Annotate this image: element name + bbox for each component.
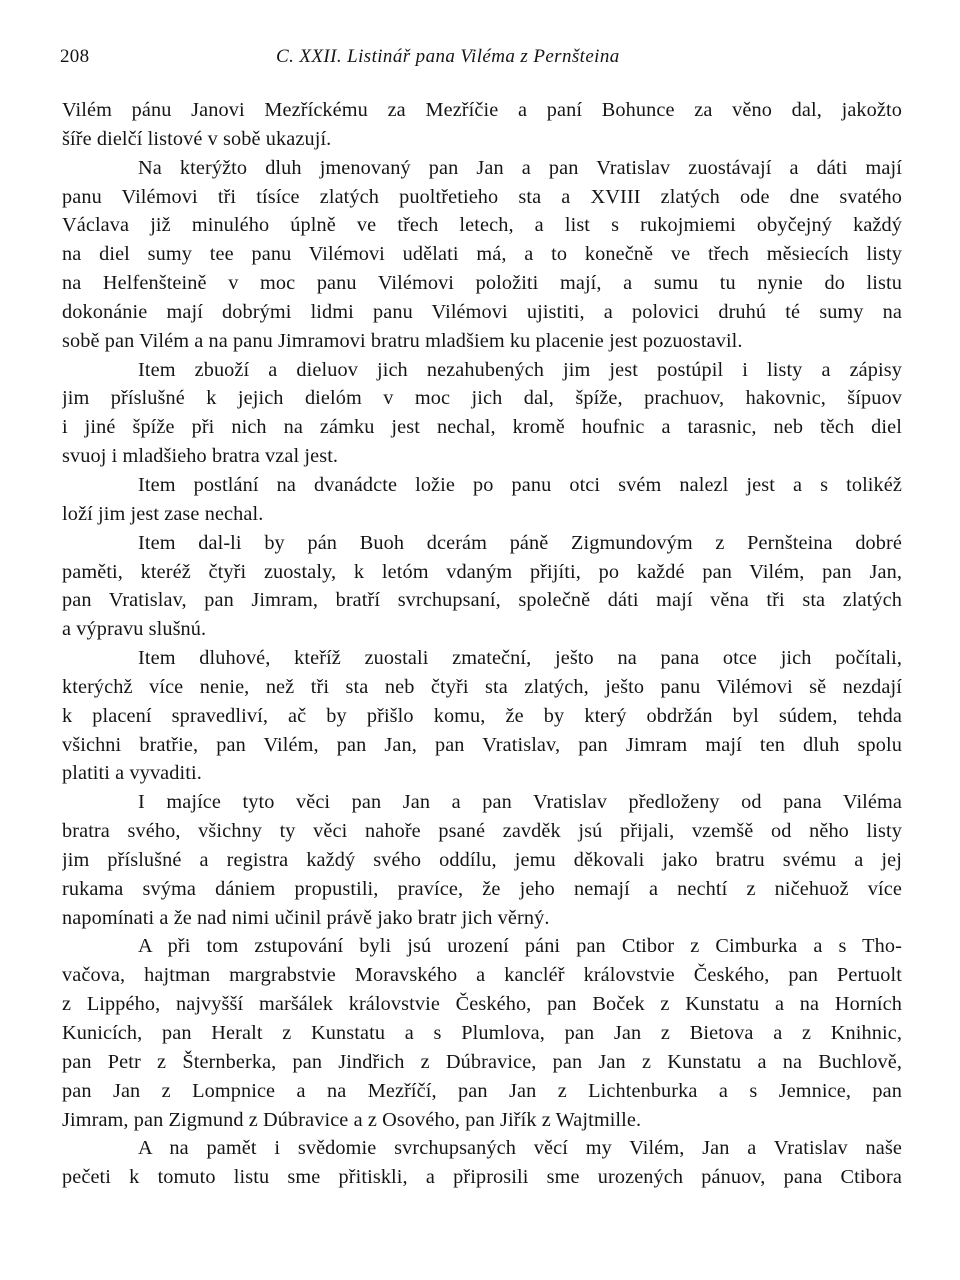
text-line: I majíce tyto věci pan Jan a pan Vratislav předloženy od pana Viléma: [138, 791, 902, 814]
text-line: Item dal-li by pán Buoh dcerám páně Zigmundovým z Pernšteina dobré: [138, 531, 902, 554]
text-line: jim příslušné k jejich dielóm v moc jich dal, špíže, prachuov, hakovnic, šípuov: [62, 387, 902, 410]
text-line: A na pamět i svědomie svrchupsaných věcí my Vilém, Jan a Vratislav naše: [138, 1137, 902, 1160]
text-line: Václava již minulého úplně ve třech letech, a list s rukojmiemi obyčejný každý: [62, 214, 902, 237]
text-line: paměti, kteréž čtyři zuostaly, k letóm vdaným přijíti, po každé pan Vilém, pan Jan,: [62, 560, 902, 583]
text-line: Item postlání na dvanádcte ložie po panu otci svém nalezl jest a s tolikéž: [138, 473, 902, 496]
text-line: kterýchž více nenie, než tři sta neb čtyři sta zlatých, ješto panu Vilémovi sě nezdají: [62, 675, 902, 698]
text-line: Kunicích, pan Heralt z Kunstatu a s Plumlova, pan Jan z Bietova a z Knihnic,: [62, 1022, 902, 1044]
text-line: k placení spravedliví, ač by přišlo komu, že by který obdržán byl súdem, tehda: [62, 704, 902, 727]
body-text: [62, 96, 902, 1192]
text-line: Na kterýžto dluh jmenovaný pan Jan a pan Vratislav zuostávají a dáti mají: [138, 156, 902, 179]
text-line: svuoj i mladšieho bratra vzal jest.: [62, 445, 339, 468]
running-title: C. XXII. Listinář pana Viléma z Pernšteina: [276, 46, 620, 67]
text-line: a výpravu slušnú.: [62, 618, 207, 641]
text-line: Jimram, pan Zigmund z Dúbravice a z Osového, pan Jiřík z Wajtmille.: [62, 1108, 642, 1131]
text-line: platiti a vyvaditi.: [62, 762, 202, 785]
text-line: loží jim jest zase nechal.: [62, 502, 264, 525]
text-line: všichni bratřie, pan Vilém, pan Jan, pan Vratislav, pan Jimram mají ten dluh spolu: [62, 733, 902, 756]
text-line: z Lippého, najvyšší maršálek královstvie Českého, pan Boček z Kunstatu a na Horních: [62, 993, 902, 1016]
text-line: pan Petr z Šternberka, pan Jindřich z Dúbravice, pan Jan z Kunstatu a na Buchlově,: [62, 1050, 902, 1073]
text-line: Item dluhové, kteříž zuostali zmatеční, ješto na pana otce jich počítali,: [138, 647, 902, 670]
text-line: pečeti k tomuto listu sme přitiskli, a připrosili sme urozených pánuov, pana Ctibora: [62, 1166, 902, 1189]
text-line: panu Vilémovi tři tísíce zlatých puoltřetieho sta a XVIII zlatých ode dne svatého: [62, 185, 902, 208]
text-line: rukama svýma dániem propustili, pravíce, že jeho nemají a nechtí z ničehuož více: [62, 877, 902, 900]
text-line: A při tom zstupování byli jsú urození páni pan Ctibor z Cimburka a s Tho-: [138, 935, 902, 958]
text-line: Vilém pánu Janovi Mezříckému za Mezříčie a paní Bohunce za věno dal, jakožto: [62, 99, 902, 121]
text-line: sobě pan Vilém a na panu Jimramovi bratru mladšiem ku placenie jest pozuostavil.: [62, 329, 743, 352]
text-line: pan Vratislav, pan Jimram, bratří svrchupsaní, společně dáti mají věna tři sta zlatých: [62, 589, 902, 612]
text-line: dokonánie mají dobrými lidmi panu Vilémovi ujistiti, a polovici druhú té sumy na: [62, 300, 902, 323]
text-line: na Helfenšteině v moc panu Vilémovi položiti mají, a sumu tu nynie do listu: [62, 272, 902, 295]
text-line: Item zbuoží a dieluov jich nezahubených jim jest postúpil i listy a zápisy: [138, 358, 902, 381]
text-line: i jiné špíže při nich na zámku jest nechal, kromě houfnic a tarasnic, neb těch diel: [62, 416, 902, 439]
text-line: jim příslušné a registra každý svého oddílu, jemu děkovali jako bratru svému a jej: [62, 848, 902, 871]
text-line: na diel sumy tee panu Vilémovi udělati má, a to konečně ve třech měsiecích listy: [62, 243, 902, 266]
text-line: napomínati a že nad nimi učinil právě jako bratr jich věrný.: [62, 906, 550, 929]
text-line: bratra svého, všichny ty věci nahoře psané zavděk jsú přijali, vzemšě od něho listy: [62, 820, 902, 843]
text-line: pan Jan z Lompnice a na Mezříčí, pan Jan z Lichtenburka a s Jemnice, pan: [62, 1079, 902, 1102]
page-header: [60, 46, 902, 72]
text-line: vačova, hajtman margrabstvie Moravského a kancléř královstvie Českého, pan Pertuolt: [62, 964, 902, 987]
text-line: šíře dielčí listové v sobě ukazují.: [62, 127, 332, 150]
page-number: 208: [60, 46, 90, 67]
